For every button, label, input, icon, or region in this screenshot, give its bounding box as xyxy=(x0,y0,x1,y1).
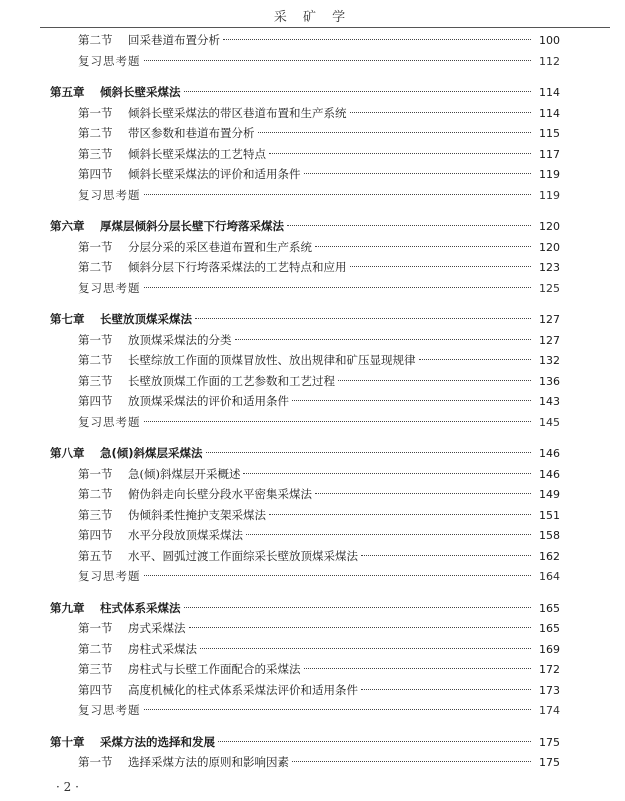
toc-section-number: 第三节 xyxy=(78,146,113,161)
toc-section-number: 第二节 xyxy=(78,641,113,656)
dot-leader xyxy=(243,473,531,474)
toc-chapter-title: 柱式体系采煤法 xyxy=(100,600,181,615)
dot-leader xyxy=(315,493,531,494)
dot-leader xyxy=(258,132,532,133)
toc-section-title: 水平分段放顶煤采煤法 xyxy=(128,528,243,542)
toc-page-number: 165 xyxy=(539,601,560,615)
toc-section-title: 伪倾斜柔性掩护支架采煤法 xyxy=(128,507,266,522)
toc-review-row xyxy=(50,700,560,721)
toc-section-number: 第四节 xyxy=(78,528,113,542)
toc-review-title: 复习思考题 xyxy=(78,703,141,717)
toc-section-number: 第三节 xyxy=(78,373,113,388)
header-rule xyxy=(40,27,610,28)
toc-page-number: 174 xyxy=(539,704,560,717)
dot-leader xyxy=(419,359,532,360)
toc-section-row xyxy=(50,330,560,351)
toc-review-title: 复习思考题 xyxy=(78,187,141,202)
dot-leader xyxy=(361,689,531,690)
toc-chapter-row xyxy=(50,82,560,103)
toc-section-row xyxy=(50,103,560,124)
toc-page-number: 115 xyxy=(539,127,560,140)
toc-page-number: 127 xyxy=(539,313,560,326)
toc-chapter-row xyxy=(50,216,560,237)
toc-page-number: 125 xyxy=(539,281,560,295)
dot-leader xyxy=(195,318,531,319)
toc-page-number: 117 xyxy=(539,147,560,161)
toc-section-row xyxy=(50,752,560,773)
toc-page-number: 123 xyxy=(539,261,560,274)
toc-chapter-row xyxy=(50,598,560,619)
toc-page-number: 165 xyxy=(539,622,560,635)
toc-page-number: 114 xyxy=(539,106,560,120)
toc-page-number: 136 xyxy=(539,374,560,388)
dot-leader xyxy=(223,39,531,40)
dot-leader xyxy=(361,555,531,556)
toc-section-row xyxy=(50,371,560,392)
toc-page-number: 164 xyxy=(539,570,560,583)
toc-section-title: 房式采煤法 xyxy=(128,621,186,635)
toc-page-number: 143 xyxy=(539,395,560,408)
toc-section-row xyxy=(50,680,560,701)
toc-chapter-title: 厚煤层倾斜分层长壁下行垮落采煤法 xyxy=(100,219,284,233)
toc-section-number: 第一节 xyxy=(78,755,113,769)
toc-chapter-number: 第十章 xyxy=(50,734,85,749)
toc-page-number: 112 xyxy=(539,54,560,68)
dot-leader xyxy=(144,709,532,710)
toc-page-number: 151 xyxy=(539,508,560,522)
toc-section-row xyxy=(50,123,560,144)
toc-section-row xyxy=(50,546,560,567)
toc-chapter-title: 长壁放顶煤采煤法 xyxy=(100,312,192,326)
toc-page-number: 172 xyxy=(539,663,560,676)
dot-leader xyxy=(189,627,532,628)
toc-section-title: 长壁放顶煤工作面的工艺参数和工艺过程 xyxy=(128,373,335,388)
toc-page-number: 175 xyxy=(539,756,560,769)
toc-section-number: 第四节 xyxy=(78,167,113,181)
dot-leader xyxy=(287,225,531,226)
dot-leader xyxy=(350,266,532,267)
toc-section-number: 第四节 xyxy=(78,682,113,697)
toc-section-row xyxy=(50,350,560,371)
toc-page-number: 175 xyxy=(539,735,560,749)
dot-leader xyxy=(144,194,532,195)
toc-section-title: 长壁综放工作面的顶煤冒放性、放出规律和矿压显现规律 xyxy=(128,353,416,367)
toc-section-title: 倾斜长壁采煤法的带区巷道布置和生产系统 xyxy=(128,105,347,120)
toc-page-number: 145 xyxy=(539,415,560,429)
toc-page-number: 119 xyxy=(539,168,560,181)
toc-section-number: 第一节 xyxy=(78,239,113,254)
toc-page-number: 127 xyxy=(539,333,560,347)
toc-chapter-title: 倾斜长壁采煤法 xyxy=(100,85,181,99)
toc-section-row xyxy=(50,464,560,485)
toc-chapter-number: 第六章 xyxy=(50,219,85,233)
dot-leader xyxy=(218,741,531,742)
dot-leader xyxy=(144,287,532,288)
running-header: 采 矿 学 xyxy=(273,10,352,25)
toc-section-number: 第四节 xyxy=(78,394,113,408)
dot-leader xyxy=(184,91,532,92)
toc-section-row xyxy=(50,257,560,278)
toc-page-number: 149 xyxy=(539,488,560,501)
toc-chapter-number: 第八章 xyxy=(50,446,85,460)
toc-page-number: 120 xyxy=(539,240,560,254)
toc-review-title: 复习思考题 xyxy=(78,53,141,68)
toc-section-row xyxy=(50,144,560,165)
toc-section-title: 水平、圆弧过渡工作面综采长壁放顶煤采煤法 xyxy=(128,548,358,563)
toc-chapter-row xyxy=(50,732,560,753)
dot-leader xyxy=(292,761,531,762)
dot-leader xyxy=(315,246,531,247)
toc-chapter-number: 第九章 xyxy=(50,600,85,615)
toc-chapter-title: 采煤方法的选择和发展 xyxy=(100,734,215,749)
toc-review-row xyxy=(50,412,560,433)
dot-leader xyxy=(184,607,532,608)
toc-section-number: 第二节 xyxy=(78,487,113,501)
dot-leader xyxy=(269,153,531,154)
toc-chapter-title: 急(倾)斜煤层采煤法 xyxy=(100,446,203,460)
toc-section-row xyxy=(50,525,560,546)
toc-section-title: 倾斜长壁采煤法的评价和适用条件 xyxy=(128,167,301,181)
toc-chapter-number: 第七章 xyxy=(50,312,85,326)
dot-leader xyxy=(144,60,532,61)
toc-section-number: 第二节 xyxy=(78,33,113,47)
toc-section-title: 房柱式与长壁工作面配合的采煤法 xyxy=(128,662,301,676)
dot-leader xyxy=(246,534,531,535)
toc-section-title: 俯伪斜走向长壁分段水平密集采煤法 xyxy=(128,487,312,501)
toc-section-title: 回采巷道布置分析 xyxy=(128,33,220,47)
dot-leader xyxy=(292,400,531,401)
toc-review-title: 复习思考题 xyxy=(78,280,141,295)
toc-page-number: 132 xyxy=(539,354,560,367)
toc-section-number: 第三节 xyxy=(78,662,113,676)
toc-section-number: 第一节 xyxy=(78,621,113,635)
toc-section-title: 急(倾)斜煤层开采概述 xyxy=(128,466,241,481)
toc-section-number: 第一节 xyxy=(78,332,113,347)
toc-page-number: 114 xyxy=(539,86,560,99)
toc-section-row xyxy=(50,484,560,505)
toc-section-title: 分层分采的采区巷道布置和生产系统 xyxy=(128,239,312,254)
toc-review-title: 复习思考题 xyxy=(78,414,141,429)
toc-review-row xyxy=(50,51,560,72)
toc-section-number: 第二节 xyxy=(78,260,113,274)
toc-section-row xyxy=(50,659,560,680)
toc-page-number: 158 xyxy=(539,529,560,542)
dot-leader xyxy=(144,575,532,576)
toc-section-row xyxy=(50,618,560,639)
toc-chapter-row xyxy=(50,443,560,464)
toc-page-number: 162 xyxy=(539,549,560,563)
toc-section-row xyxy=(50,30,560,51)
toc-chapter-row xyxy=(50,309,560,330)
toc-review-row xyxy=(50,278,560,299)
toc-chapter-number: 第五章 xyxy=(50,85,85,99)
toc-section-title: 高度机械化的柱式体系采煤法评价和适用条件 xyxy=(128,682,358,697)
dot-leader xyxy=(304,668,532,669)
toc-section-number: 第一节 xyxy=(78,105,113,120)
toc-page-number: 146 xyxy=(539,467,560,481)
toc-page-number: 119 xyxy=(539,188,560,202)
toc-page-number: 169 xyxy=(539,642,560,656)
dot-leader xyxy=(269,514,531,515)
dot-leader xyxy=(144,421,532,422)
toc-section-row xyxy=(50,639,560,660)
dot-leader xyxy=(350,112,532,113)
toc-section-title: 带区参数和巷道布置分析 xyxy=(128,126,255,140)
toc-section-title: 放顶煤采煤法的分类 xyxy=(128,332,232,347)
toc-section-title: 倾斜分层下行垮落采煤法的工艺特点和应用 xyxy=(128,260,347,274)
toc-review-row xyxy=(50,566,560,587)
toc-section-row xyxy=(50,505,560,526)
toc-section-title: 选择采煤方法的原则和影响因素 xyxy=(128,755,289,769)
toc-section-row xyxy=(50,237,560,258)
toc-page-number: 173 xyxy=(539,683,560,697)
toc-section-number: 第一节 xyxy=(78,466,113,481)
dot-leader xyxy=(338,380,531,381)
toc-review-title: 复习思考题 xyxy=(78,569,141,583)
toc-section-number: 第三节 xyxy=(78,507,113,522)
dot-leader xyxy=(304,173,532,174)
dot-leader xyxy=(206,452,531,453)
table-of-contents xyxy=(50,30,560,773)
page-number: · 2 · xyxy=(56,780,79,794)
toc-section-title: 倾斜长壁采煤法的工艺特点 xyxy=(128,146,266,161)
toc-section-row xyxy=(50,391,560,412)
toc-review-row xyxy=(50,185,560,206)
toc-page-number: 100 xyxy=(539,34,560,47)
toc-section-row xyxy=(50,164,560,185)
toc-section-number: 第五节 xyxy=(78,548,113,563)
toc-section-number: 第二节 xyxy=(78,126,113,140)
toc-page-number: 120 xyxy=(539,220,560,233)
dot-leader xyxy=(200,648,531,649)
toc-section-number: 第二节 xyxy=(78,353,113,367)
toc-page-number: 146 xyxy=(539,447,560,460)
toc-section-title: 房柱式采煤法 xyxy=(128,641,197,656)
dot-leader xyxy=(235,339,532,340)
toc-section-title: 放顶煤采煤法的评价和适用条件 xyxy=(128,394,289,408)
